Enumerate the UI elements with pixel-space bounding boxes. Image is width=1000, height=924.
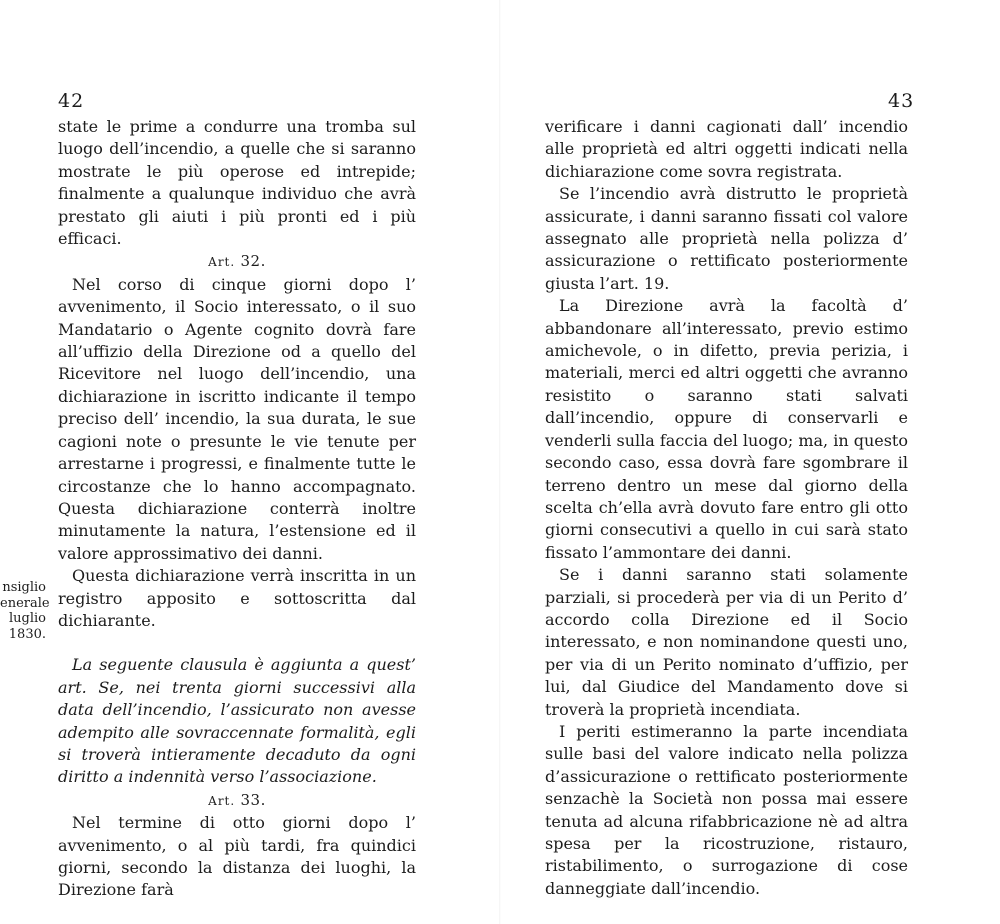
article-heading-33	[58, 789, 416, 812]
page-number-right: 43	[888, 90, 915, 112]
paragraph: state le prime a condurre una tromba sul luogo dell’incendio, a quelle che si saranno mostrate le più operose ed intrepide; finalmente a qualunque individuo che avrà prestato gli aiuti i più pronti ed i più efficaci.	[58, 117, 416, 249]
article-number: 33.	[240, 790, 266, 809]
margin-note-line: enerale	[0, 595, 50, 611]
article-number: 32.	[240, 252, 266, 271]
amendment-clause: La seguente clausula è aggiunta a quest’ art. Se, nei trenta giorni successivi alla data dell’incendio, l’assicurato non avesse adempito alle sovraccennate formalità, egli si troverà intieramente decaduto da ogni diritto a indennità verso l’associazione.	[58, 655, 416, 787]
paragraph: Nel corso di cinque giorni dopo l’ avvenimento, il Socio interessato, o il suo Mandatario o Agente cognito dovrà fare all’uffizio della Direzione od a quello del Ricevitore nel luogo dell’incendio, una dichiarazione in iscritto indicante il tempo preciso dell’ incendio, la sua durata, le sue cagioni note o presunte le vie tenute per arrestarne i progressi, e finalmente tutte le circostanze che lo hanno accompagnato. Questa dichiarazione conterrà inoltre minutamente la natura, l’estensione ed il valore approssimativo dei danni.	[58, 274, 416, 563]
article-heading-32	[58, 250, 416, 273]
margin-note-line: luglio	[9, 611, 46, 626]
paragraph: Nel termine di otto giorni dopo l’ avvenimento, o al più tardi, fra quindici giorni, secondo la distanza dei luoghi, la Direzione farà	[58, 813, 416, 900]
article-prefix: Art.	[208, 255, 236, 270]
paragraph: La Direzione avrà la facoltà d’ abbandonare all’interessato, previo estimo amichevole, o in difetto, previa perizia, i materiali, merci ed altri oggetti che avranno resistito o saranno stati salvati dall’incendio, oppure di conservarli e venderli sulla faccia del luogo; ma, in questo secondo caso, essa dovrà fare sgombrare il terreno dentro un mese dal giorno della scelta ch’ella avrà dovuto fare entro gli otto giorni consecutivi a quello in cui sarà stato fissato l’ammontare dei danni.	[545, 296, 908, 562]
article-prefix: Art.	[208, 793, 236, 808]
right-page	[500, 0, 1000, 924]
left-text-column	[58, 116, 416, 902]
margin-note-line: nsiglio	[2, 580, 46, 595]
right-text-column	[545, 116, 908, 900]
margin-note	[0, 580, 50, 642]
paragraph: verificare i danni cagionati dall’ incendio alle proprietà ed altri oggetti indicati nella dichiarazione come sovra registrata.	[545, 117, 908, 181]
margin-note-line: 1830.	[8, 626, 46, 642]
paragraph: Se i danni saranno stati solamente parziali, si procederà per via di un Perito d’ accordo colla Direzione ed il Socio interessato, e non nominandone questi uno, per via di un Perito nominato d’uffizio, per lui, dal Giudice del Mandamento dove si troverà la proprietà incendiata.	[545, 565, 908, 719]
page-number-left: 42	[58, 90, 85, 112]
paragraph: Questa dichiarazione verrà inscritta in un registro apposito e sottoscritta dal dichiarante.	[58, 566, 416, 630]
paragraph: Se l’incendio avrà distrutto le proprietà assicurate, i danni saranno fissati col valore assegnato alle proprietà nella polizza d’ assicurazione o rettificato posteriormente giusta l’art. 19.	[545, 184, 908, 293]
paragraph: I periti estimeranno la parte incendiata sulle basi del valore indicato nella polizza d’assicurazione o rettificato posteriormente senzachè la Società non possa mai essere tenuta ad alcuna rifabbricazione nè ad altra spesa per la ricostruzione, ristauro, ristabilimento, o surrogazione di cose danneggiate dall’incendio.	[545, 721, 908, 898]
